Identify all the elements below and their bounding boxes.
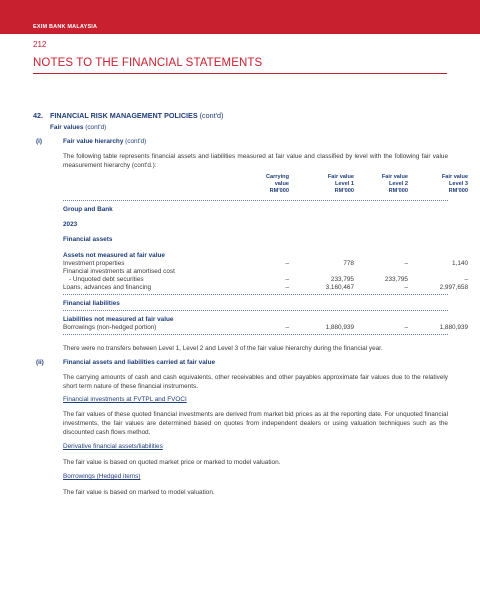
table-row: Loans, advances and financing – 3,160,467 – 2,997,658 [63, 284, 468, 291]
year-label: 2023 [63, 221, 78, 228]
col-header-level1: Fair value Level 1 RM'000 [327, 174, 354, 195]
table-row: - Unquoted debt securities – 233,795 233,795 – [69, 276, 468, 283]
table-row: Investment properties – 778 – 1,140 [63, 260, 468, 267]
part-ii-para-3: The fair value is based on quoted market price or marked to model valuation. [63, 459, 281, 466]
part-i-intro: The following table represents financial assets and liabilities measured at fair value and classified by level with the following fair value measurement hierarchy (cont'd.): [63, 153, 448, 169]
part-i-numeral: (i) [36, 138, 43, 145]
group-label: Group and Bank [63, 206, 113, 213]
liabilities-heading: Financial liabilities [63, 300, 120, 307]
title-rule [33, 73, 447, 74]
table-row: Financial investments at amortised cost [63, 268, 175, 275]
assets-subheading: Assets not measured at fair value [63, 252, 165, 259]
part-ii-para-1: The carrying amounts of cash and cash equivalents, other receivables and other payables approximate fair values due to the relatively short term nature of these financial instruments. [63, 374, 448, 390]
transfer-note: There were no transfers between Level 1, Level 2 and Level 3 of the fair value hierarchy during the financial year. [63, 345, 383, 352]
part-ii-numeral: (ii) [36, 359, 44, 366]
table-rule [63, 334, 448, 335]
part-ii-para-4: The fair value is based on marked to model valuation. [63, 489, 215, 496]
assets-heading: Financial assets [63, 236, 113, 243]
table-rule [63, 294, 448, 295]
table-row: Borrowings (non-hedged portion) – 1,880,939 – 1,880,939 [63, 324, 468, 331]
liabilities-subheading: Liabilities not measured at fair value [63, 316, 174, 323]
heading-derivatives: Derivative financial assets/liabilities [63, 443, 163, 450]
sub-title: Fair values (cont'd) [50, 124, 107, 131]
page-number: 212 [33, 40, 47, 49]
section-title: FINANCIAL RISK MANAGEMENT POLICIES (cont'd) [50, 111, 224, 120]
table-rule [63, 200, 448, 201]
heading-fvtpl-fvoci: Financial investments at FVTPL and FVOCI [63, 396, 187, 403]
col-header-level3: Fair value Level 3 RM'000 [441, 174, 468, 195]
heading-borrowings: Borrowings (Hedged items) [63, 473, 141, 480]
part-ii-para-2: The fair values of these quoted financial investments are derived from market bid prices as at the reporting date. For unquoted financial investments, the fair values are determined based on quotes from independent dealers or using valuation techniques such as the discounted cash flows method. [63, 411, 448, 436]
table-rule [63, 310, 448, 311]
col-header-level2: Fair value Level 2 RM'000 [381, 174, 408, 195]
page-title: NOTES TO THE FINANCIAL STATEMENTS [33, 57, 263, 69]
col-header-carrying: Carrying value RM'000 [265, 174, 289, 195]
bank-name: EXIM BANK MALAYSIA [33, 24, 98, 30]
part-i-title: Fair value hierarchy (cont'd) [63, 138, 147, 145]
section-number: 42. [33, 111, 43, 120]
part-ii-title: Financial assets and liabilities carried at fair value [63, 359, 216, 366]
